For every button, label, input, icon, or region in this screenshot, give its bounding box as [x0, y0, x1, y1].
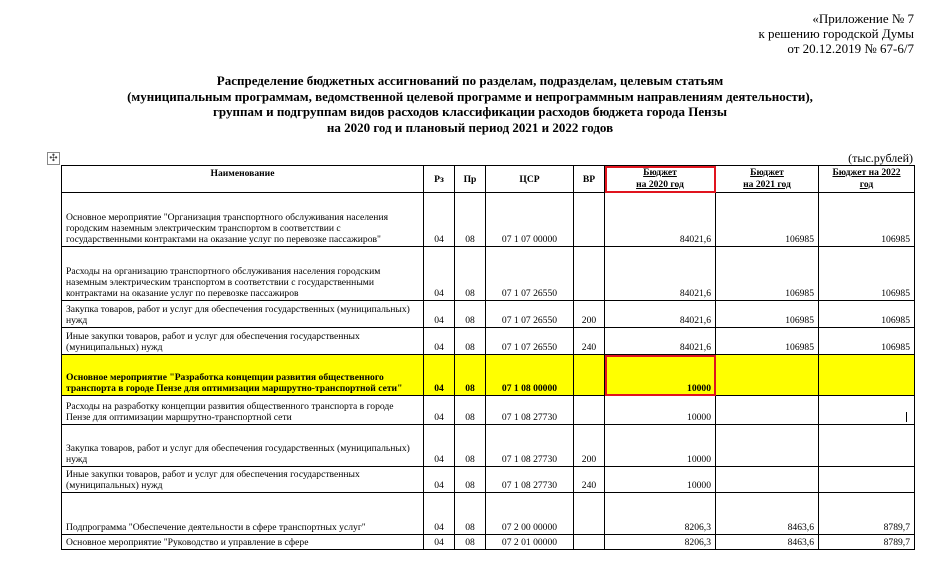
row-budget-2021: 106985 [716, 301, 819, 328]
row-budget-2022: 106985 [819, 247, 915, 301]
row-rz: 04 [424, 355, 455, 396]
row-name: Иные закупки товаров, работ и услуг для обеспечения государственных (муниципальных) нужд [62, 467, 424, 493]
row-budget-2020: 84021,6 [605, 328, 716, 355]
appendix-line-1: «Приложение № 7 [812, 11, 914, 26]
row-vr: 240 [574, 467, 605, 493]
header-name: Наименование [62, 166, 424, 193]
row-pr: 08 [455, 355, 486, 396]
row-pr: 08 [455, 396, 486, 425]
row-budget-2022 [819, 396, 915, 425]
header-rz: Рз [424, 166, 455, 193]
row-budget-2020: 8206,3 [605, 535, 716, 550]
appendix-line-3: от 20.12.2019 № 67-6/7 [787, 41, 914, 56]
budget-table [61, 165, 915, 550]
row-budget-2022: 106985 [819, 328, 915, 355]
table-row [62, 493, 915, 535]
row-pr: 08 [455, 467, 486, 493]
table-row [62, 301, 915, 328]
row-budget-2020: 84021,6 [605, 193, 716, 247]
row-rz: 04 [424, 396, 455, 425]
row-pr: 08 [455, 425, 486, 467]
row-pr: 08 [455, 535, 486, 550]
row-name: Основное мероприятие "Организация транспортного обслуживания населения городским наземным электрическим транспортом в соответствии с государственными контрактами на оказание услуг по перевозке пассажиров" [62, 193, 424, 247]
row-pr: 08 [455, 193, 486, 247]
row-csr: 07 1 08 27730 [486, 467, 574, 493]
units-label: (тыс.рублей) [848, 151, 913, 165]
row-budget-2020: 10000 [605, 396, 716, 425]
row-csr: 07 1 07 00000 [486, 193, 574, 247]
row-csr: 07 1 08 27730 [486, 425, 574, 467]
table-row-highlighted [62, 355, 915, 396]
header-budget-2020-line2: на 2020 год [636, 179, 684, 190]
row-rz: 04 [424, 328, 455, 355]
row-budget-2021: 106985 [716, 247, 819, 301]
row-rz: 04 [424, 535, 455, 550]
row-budget-2022 [819, 425, 915, 467]
row-pr: 08 [455, 328, 486, 355]
row-budget-2020-highlighted: 10000 [605, 355, 716, 396]
row-name: Закупка товаров, работ и услуг для обеспечения государственных (муниципальных) нужд [62, 425, 424, 467]
header-budget-2020-line1: Бюджет [643, 167, 677, 178]
row-budget-2022 [819, 355, 915, 396]
row-budget-2021 [716, 355, 819, 396]
row-budget-2021: 106985 [716, 328, 819, 355]
title-line-3: группам и подгруппам видов расходов классификации расходов бюджета города Пензы [213, 104, 727, 119]
row-vr [574, 355, 605, 396]
row-budget-2020: 10000 [605, 425, 716, 467]
document-title [40, 73, 900, 135]
row-csr: 07 2 01 00000 [486, 535, 574, 550]
title-line-1: Распределение бюджетных ассигнований по разделам, подразделам, целевым статьям [216, 73, 724, 88]
row-vr [574, 535, 605, 550]
row-budget-2021: 8463,6 [716, 493, 819, 535]
row-rz: 04 [424, 301, 455, 328]
row-budget-2021: 8463,6 [716, 535, 819, 550]
row-name: Расходы на разработку концепции развития общественного транспорта в городе Пензе для оптимизации маршрутно-транспортной сети [62, 396, 424, 425]
row-vr: 200 [574, 301, 605, 328]
header-budget-2022 [819, 166, 915, 193]
table-row [62, 535, 915, 550]
row-budget-2021: 106985 [716, 193, 819, 247]
row-name: Иные закупки товаров, работ и услуг для обеспечения государственных (муниципальных) нужд [62, 328, 424, 355]
row-rz: 04 [424, 467, 455, 493]
row-csr: 07 1 07 26550 [486, 328, 574, 355]
row-pr: 08 [455, 301, 486, 328]
row-budget-2020: 84021,6 [605, 247, 716, 301]
row-csr: 07 1 07 26550 [486, 301, 574, 328]
header-budget-2021-line1: Бюджет [750, 167, 784, 178]
row-budget-2020: 8206,3 [605, 493, 716, 535]
row-rz: 04 [424, 193, 455, 247]
header-vr: ВР [574, 166, 605, 193]
row-budget-2022: 8789,7 [819, 493, 915, 535]
appendix-reference [758, 11, 914, 56]
row-csr: 07 1 07 26550 [486, 247, 574, 301]
row-name: Подпрограмма "Обеспечение деятельности в сфере транспортных услуг" [62, 493, 424, 535]
title-line-2: (муниципальным программам, ведомственной целевой программе и непрограммным направлениям деятельности), [127, 88, 813, 104]
table-row [62, 396, 915, 425]
row-budget-2021 [716, 396, 819, 425]
row-budget-2022: 106985 [819, 193, 915, 247]
row-vr [574, 193, 605, 247]
table-row [62, 425, 915, 467]
row-budget-2020: 10000 [605, 467, 716, 493]
header-budget-2022-line1: Бюджет на 2022 [832, 167, 901, 178]
header-csr: ЦСР [486, 166, 574, 193]
table-row [62, 328, 915, 355]
row-budget-2021 [716, 467, 819, 493]
row-name: Закупка товаров, работ и услуг для обеспечения государственных (муниципальных) нужд [62, 301, 424, 328]
row-budget-2022: 8789,7 [819, 535, 915, 550]
header-pr: Пр [455, 166, 486, 193]
row-vr: 240 [574, 328, 605, 355]
row-budget-2022: 106985 [819, 301, 915, 328]
table-header-row [62, 166, 915, 193]
row-rz: 04 [424, 425, 455, 467]
text-cursor-icon [906, 412, 907, 422]
row-pr: 08 [455, 247, 486, 301]
row-budget-2021 [716, 425, 819, 467]
row-budget-2020: 84021,6 [605, 301, 716, 328]
table-row [62, 467, 915, 493]
row-name: Основное мероприятие "Разработка концепции развития общественного транспорта в городе Пензе для оптимизации маршрутно-транспортной сети" [62, 355, 424, 396]
row-name: Расходы на организацию транспортного обслуживания населения городским наземным электрическим транспортом в соответствии с государственными контрактами на оказание услуг по перевозке пассажиров [62, 247, 424, 301]
row-vr [574, 493, 605, 535]
title-line-4: на 2020 год и плановый период 2021 и 2022 годов [326, 119, 614, 135]
row-csr: 07 1 08 27730 [486, 396, 574, 425]
row-csr: 07 2 00 00000 [486, 493, 574, 535]
header-budget-2020 [605, 166, 716, 193]
row-rz: 04 [424, 247, 455, 301]
row-vr [574, 396, 605, 425]
row-name: Основное мероприятие "Руководство и управление в сфере [62, 535, 424, 550]
row-budget-2022 [819, 467, 915, 493]
move-handle-icon[interactable]: ✣ [47, 152, 60, 165]
header-budget-2021-line2: на 2021 год [743, 179, 791, 190]
table-row [62, 193, 915, 247]
row-rz: 04 [424, 493, 455, 535]
row-csr: 07 1 08 00000 [486, 355, 574, 396]
appendix-line-2: к решению городской Думы [758, 26, 914, 41]
table-row [62, 247, 915, 301]
header-budget-2021 [716, 166, 819, 193]
header-budget-2022-line2: год [859, 179, 874, 190]
row-pr: 08 [455, 493, 486, 535]
row-vr [574, 247, 605, 301]
row-vr: 200 [574, 425, 605, 467]
